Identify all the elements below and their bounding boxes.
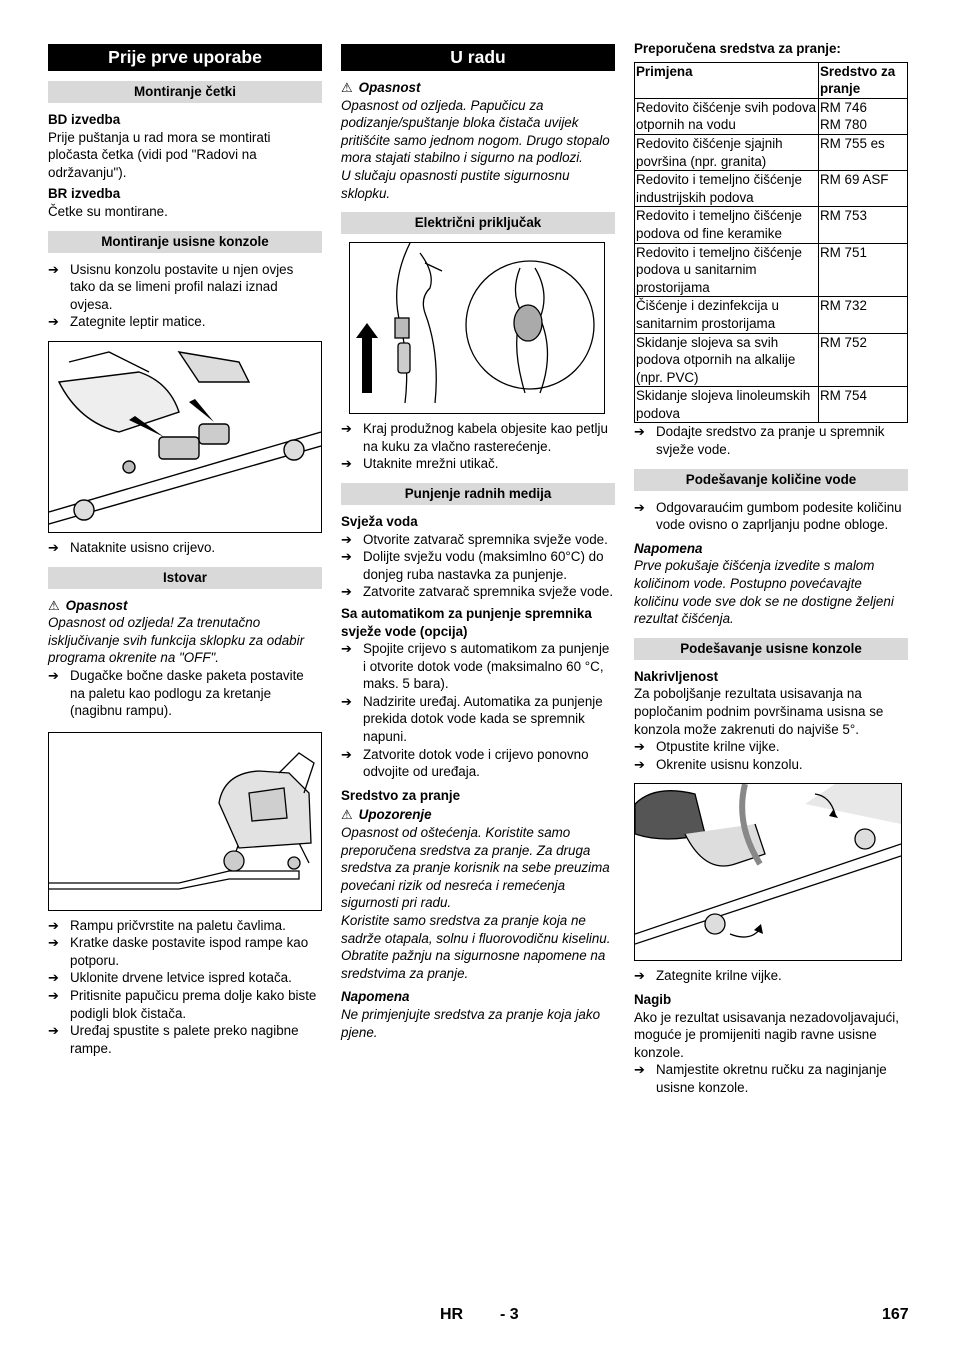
list-item: ➔ Zategnite leptir matice. <box>48 313 322 331</box>
detergent-table <box>634 62 908 424</box>
squeegee-steps <box>48 261 322 331</box>
table-cell-detergent: RM 753 <box>819 207 908 243</box>
footer-page-number: 167 <box>882 1306 909 1323</box>
list-item: ➔ Utaknite mrežni utikač. <box>341 455 615 473</box>
table-title: Preporučena sredstva za pranje: <box>634 41 841 56</box>
connection-steps <box>341 420 615 473</box>
table-row <box>635 207 908 243</box>
list-item: ➔ Usisnu konzolu postavite u njen ovjes tako da se limeni profil nalazi iznad ovjesa. <box>48 261 322 314</box>
section-title-before-first-use: Prije prve uporabe <box>48 44 322 71</box>
table-row <box>635 333 908 387</box>
heading-electrical-connection: Električni priključak <box>341 212 615 234</box>
heading-squeegee-adjustment: Podešavanje usisne konzole <box>634 638 908 660</box>
warning-triangle-icon: ⚠ <box>48 597 60 613</box>
slope-step <box>634 1061 908 1096</box>
footer-section: - 3 <box>500 1306 519 1323</box>
squeegee-tilt-illustration <box>635 784 901 960</box>
table-header: Primjena <box>635 62 819 98</box>
list-item: ➔ Dolijte svježu vodu (maksimlno 60°C) do donjeg ruba nastavka za punjenje. <box>341 548 615 583</box>
list-item: ➔ Namjestite okretnu ručku za naginjanje usisne konzole. <box>634 1061 908 1096</box>
danger-text: Opasnost od ozljeda. Papučicu za podizanje/spuštanje bloka čistača uvijek pritišćite samo jednom nogom. Drugo stopalo mora stajati stabilno i sigurno na podlozi. <box>341 97 610 166</box>
figure-squeegee-tilt <box>634 783 902 961</box>
table-row <box>635 171 908 207</box>
table-cell-detergent: RM 69 ASF <box>819 171 908 207</box>
table-cell-detergent: RM 751 <box>819 243 908 297</box>
hose-step <box>48 539 322 557</box>
list-item: ➔ Kraj produžnog kabela objesite kao petlju na kuku za vlačno rasterećenje. <box>341 420 615 455</box>
tilt-steps <box>634 738 908 773</box>
table-row <box>635 98 908 134</box>
note-heading: Napomena <box>634 540 703 556</box>
warning-heading: ⚠ Upozorenje <box>341 807 432 823</box>
list-item: ➔ Kratke daske postavite ispod rampe kao potporu. <box>48 934 322 969</box>
warning-triangle-icon: ⚠ <box>341 807 353 823</box>
table-cell-detergent: RM 732 <box>819 297 908 333</box>
table-cell-application: Redovito čišćenje sjajnih površina (npr. granita) <box>635 134 819 170</box>
table-cell-application: Redovito i temeljno čišćenje podova u sanitarnim prostorijama <box>635 243 819 297</box>
warning-text-3: Obratite pažnju na sigurnosne napomene na sredstvima za pranje. <box>341 948 606 981</box>
danger-text-2: U slučaju opasnosti pustite sigurnosnu sklopku. <box>341 167 570 201</box>
list-item: ➔ Zatvorite zatvarač spremnika svježe vode. <box>341 583 615 601</box>
danger-text: Opasnost od ozljeda! Za trenutačno isključivanje svih funkcija sklopku za odabir programa okrenite na "OFF". <box>48 615 305 666</box>
auto-fill-steps <box>341 640 615 781</box>
fresh-water-steps <box>341 531 615 601</box>
br-version-text: Četke su montirane. <box>48 203 168 219</box>
list-item: ➔ Otpustite krilne vijke. <box>634 738 908 756</box>
footer-language: HR <box>440 1306 464 1323</box>
list-item: ➔ Uređaj spustite s palete preko nagibne rampe. <box>48 1022 322 1057</box>
table-cell-application: Redovito čišćenje svih podova otpornih na vodu <box>635 98 819 134</box>
list-item: ➔ Spojite crijevo s automatikom za punjenje i otvorite dotok vode (maksimalno 60 °C, maks. 5 bara). <box>341 640 615 693</box>
warning-text-1: Opasnost od oštećenja. Koristite samo preporučena sredstva za pranje. Za druga sredstva za pranje korisnik na sebe preuzima povećani rizik od nesreća i remećenja sigurnosti pri radu. <box>341 825 610 911</box>
list-item: ➔ Zatvorite dotok vode i crijevo ponovno odvojite od uređaja. <box>341 746 615 781</box>
table-cell-detergent: RM 752 <box>819 333 908 387</box>
list-item: ➔ Nadzirite uređaj. Automatika za punjenje prekida dotok vode kada se spremnik napuni. <box>341 693 615 746</box>
slope-text: Ako je rezultat usisavanja nezadovoljavajući, moguće je promijeniti nagib ravne usisne konzole. <box>634 1009 899 1060</box>
table-row <box>635 297 908 333</box>
tighten-step <box>634 967 908 985</box>
heading-water-quantity: Podešavanje količine vode <box>634 469 908 491</box>
note-heading: Napomena <box>341 989 410 1005</box>
table-cell-application: Redovito i temeljno čišćenje industrijskih podova <box>635 171 819 207</box>
table-cell-application: Skidanje slojeva sa svih podova otpornih na alkalije (npr. PVC) <box>635 333 819 387</box>
ramp-step <box>48 667 322 720</box>
water-quantity-step <box>634 499 908 534</box>
figure-electrical-connection <box>349 242 605 414</box>
heading-squeegee-mounting: Montiranje usisne konzole <box>48 231 322 253</box>
column-2 <box>341 44 615 1041</box>
danger-heading: ⚠ Opasnost <box>341 80 421 95</box>
cable-hook-illustration <box>350 243 604 413</box>
heading-brush-mounting: Montiranje četki <box>48 81 322 103</box>
table-header-row <box>635 62 908 98</box>
list-item: ➔ Zategnite krilne vijke. <box>634 967 908 985</box>
list-item: ➔ Otvorite zatvarač spremnika svježe vode. <box>341 531 615 549</box>
figure-squeegee-mounting <box>48 341 322 533</box>
table-cell-application: Čišćenje i dezinfekcija u sanitarnim prostorijama <box>635 297 819 333</box>
tilt-text: Za poboljšanje rezultata usisavanja na popločanim podnim površinama usisna se konzola može zakrenuti do najviše 5°. <box>634 686 884 737</box>
note-text: Ne primjenjujte sredstva za pranje koja jako pjene. <box>341 1006 601 1040</box>
list-item: ➔ Okrenite usisnu konzolu. <box>634 756 908 774</box>
heading-filling-media: Punjenje radnih medija <box>341 483 615 505</box>
table-header: Sredstvo za pranje <box>819 62 908 98</box>
tilt-heading: Nakrivljenost <box>634 668 719 684</box>
warning-triangle-icon: ⚠ <box>341 80 353 95</box>
slope-heading: Nagib <box>634 991 672 1007</box>
section-title-in-operation: U radu <box>341 44 615 71</box>
list-item: ➔ Nataknite usisno crijevo. <box>48 539 322 557</box>
auto-fill-heading: Sa automatikom za punjenje spremnika svježe vode (opcija) <box>341 605 592 639</box>
detergent-step <box>634 423 908 458</box>
table-cell-detergent: RM 746 RM 780 <box>819 98 908 134</box>
bd-version-heading: BD izvedba <box>48 112 121 127</box>
list-item: ➔ Uklonite drvene letvice ispred kotača. <box>48 969 322 987</box>
unloading-illustration <box>49 733 321 910</box>
table-row <box>635 387 908 423</box>
warning-text-2: Koristite samo sredstva za pranje koja ne sadrže otapala, solnu i fluorovodičnu kiselinu. <box>341 913 611 946</box>
table-cell-detergent: RM 755 es <box>819 134 908 170</box>
table-row <box>635 134 908 170</box>
bd-version-text: Prije puštanja u rad mora se montirati pločasta četka (vidi pod "Radovi na održavanju"). <box>48 129 271 180</box>
detergent-heading: Sredstvo za pranje <box>341 787 461 803</box>
list-item: ➔ Pritisnite papučicu prema dolje kako biste podigli blok čistača. <box>48 987 322 1022</box>
unloading-steps <box>48 917 322 1058</box>
column-1 <box>48 44 322 1057</box>
column-3 <box>634 41 908 1097</box>
heading-unloading: Istovar <box>48 567 322 589</box>
list-item: ➔ Odgovaraućim gumbom podesite količinu vode ovisno o zaprljanju podne obloge. <box>634 499 908 534</box>
list-item: ➔ Rampu pričvrstite na paletu čavlima. <box>48 917 322 935</box>
squeegee-mounting-illustration <box>49 342 321 532</box>
br-version-heading: BR izvedba <box>48 186 121 202</box>
fresh-water-heading: Svježa voda <box>341 513 418 529</box>
figure-unloading <box>48 732 322 911</box>
danger-heading: ⚠ Opasnost <box>48 597 128 613</box>
table-cell-detergent: RM 754 <box>819 387 908 423</box>
table-cell-application: Skidanje slojeva linoleumskih podova <box>635 387 819 423</box>
table-row <box>635 243 908 297</box>
table-cell-application: Redovito i temeljno čišćenje podova od fine keramike <box>635 207 819 243</box>
list-item: ➔ Dodajte sredstvo za pranje u spremnik svježe vode. <box>634 423 908 458</box>
note-text: Prve pokušaje čišćenja izvedite s malom količinom vode. Postupno povećavajte količinu vode sve dok se ne dostigne željeni rezultat čišćenja. <box>634 558 894 627</box>
list-item: ➔ Dugačke bočne daske paketa postavite na paletu kao podlogu za kretanje (nagibnu rampu). <box>48 667 322 720</box>
